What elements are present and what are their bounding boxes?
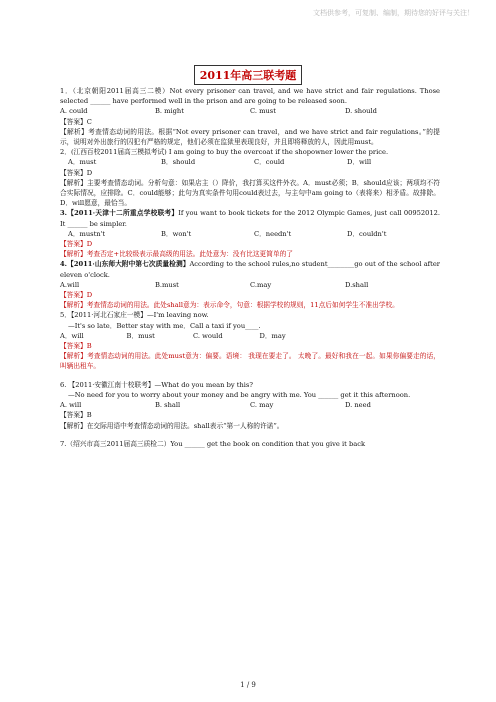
- q4-option-a: A.will: [60, 280, 80, 289]
- page-number: 1 / 9: [240, 681, 256, 689]
- q2-option-b: B．should: [161, 158, 196, 167]
- q3-analysis: 【解析】考查否定+比较级表示最高级的用法。此处意为：没有比这更简单的了: [60, 250, 293, 259]
- q3-option-d: D．couldn't: [347, 229, 387, 238]
- q1-stem: 1．（北京朝阳2011届高三二模）Not every prisoner can travel, and we have strict and fair regulations. Those selected ______ have performed well in the prison and are going to be released soon.: [60, 87, 440, 106]
- q4-answer: 【答案】D: [60, 291, 93, 300]
- q4-stem: [60, 259, 440, 279]
- q1-analysis: 【解析】考查情态动词的用法。根据“Not every prisoner can travel，and we have strict and fair regulations。”的提示，说明对外出旅行的囚犯有严格的规定，他们必须在监狱里表现良好，并且即将释放的人，因此用must。: [60, 127, 440, 147]
- q3-options: [60, 229, 440, 239]
- q1-options: [60, 106, 440, 116]
- q1-answer: 【答案】C: [60, 117, 92, 126]
- q7-stem: 7.（绍兴市高三2011届高三质检二）You ______ get the book on condition that you give it back: [60, 439, 366, 448]
- q4-option-b: B.must: [155, 280, 179, 289]
- spacer: [60, 372, 440, 380]
- q4-options: [60, 280, 440, 290]
- q3-option-a: A．mustn't: [68, 229, 106, 238]
- q1-option-c: C. must: [250, 107, 276, 116]
- q5-option-a: A．will: [60, 331, 84, 340]
- q3-text: If you want to book tickets for the 2012 Olympic Games, just call 00952012. It ______ be simpler.: [60, 209, 440, 228]
- document-title: 2011年高三联考题: [194, 65, 303, 85]
- q3-stem: [60, 208, 440, 228]
- q2-answer: 【答案】D: [60, 168, 93, 177]
- q5-options: [60, 331, 326, 341]
- q5-source: 5．【2011·河北石家庄一模】: [60, 311, 147, 320]
- q1-option-d: D. should: [345, 107, 377, 116]
- q1-option-a: A. could: [60, 107, 88, 116]
- q4-option-d: D.shall: [345, 280, 369, 289]
- spacer: [60, 431, 440, 439]
- q6-line2: —No need for you to worry about your money and be angry with me. You ______ get it this afternoon.: [68, 390, 411, 399]
- q6-option-c: C. may: [250, 401, 274, 410]
- q2-option-c: C．could: [254, 158, 285, 167]
- q6-text: —What do you mean by this?: [154, 380, 253, 389]
- q6-analysis: 【解析】在交际用语中考查情态动词的用法。shall表示“第一人称的许诺”。: [60, 421, 284, 430]
- q2-options: [60, 157, 440, 167]
- q6-answer: 【答案】B: [60, 411, 92, 420]
- q5-option-b: B．must: [126, 331, 155, 340]
- q3-option-c: C．needn't: [254, 229, 292, 238]
- q6-option-d: D. need: [345, 401, 371, 410]
- q6-options: [60, 400, 440, 410]
- q6-stem: [60, 380, 440, 390]
- q5-option-c: C. would: [193, 331, 223, 340]
- q4-source: 4.【2011·山东师大附中第七次质量检测】: [60, 260, 190, 269]
- q3-answer: 【答案】D: [60, 240, 93, 249]
- q1-option-b: B. might: [155, 107, 184, 116]
- q5-line2: —It's so late．Better stay with me．Call a taxi if you____.: [68, 321, 261, 330]
- q5-answer: 【答案】B: [60, 342, 92, 351]
- q3-option-b: B．won't: [161, 229, 192, 238]
- q4-option-c: C.may: [250, 280, 272, 289]
- q2-analysis: 【解析】主要考查情态动词。分析句意：如果店主（）降价，我打算买这件外衣。A．must必须；B．should应该；两项均不符合实际情况，应排除。C．could能够；此句为真实条件句用could表过去，与主句中am going to（表将来）相矛盾。故排除。D．will愿意，最恰当。: [60, 178, 440, 208]
- q5-text: —I'm leaving now.: [146, 311, 209, 320]
- q5-option-d: D．may: [259, 331, 286, 340]
- q2-option-d: D．will: [347, 158, 372, 167]
- q2-option-a: A．must: [68, 158, 97, 167]
- q6-option-b: B. shall: [155, 401, 181, 410]
- q2-stem: 2．(江西百校2011届高三模拟考试) I am going to buy the overcoat if the shopowner lower the price.: [60, 148, 389, 157]
- q6-option-a: A. will: [60, 401, 82, 410]
- document-body: [60, 86, 440, 449]
- q5-stem: [60, 310, 440, 320]
- q5-analysis: 【解析】考查情态动词的用法。此处must意为：偏要。语境： 我现在要走了。 太晚了。最好和我在一起。如果你偏要走的话，叫辆出租车。: [60, 352, 440, 371]
- q6-source: 6. 【2011·安徽江南十校联考】: [60, 380, 155, 389]
- header-watermark: 文档供参考，可复制、编制，期待您的好评与关注！: [313, 9, 474, 17]
- q4-analysis: 【解析】考查情态动词的用法。此处shall意为：表示命令，句意：根据学校的规则，11点后如何学生不准出学校。: [60, 301, 399, 310]
- q3-source: 3.【2011·天津十二所重点学校联考】: [60, 209, 179, 218]
- q4-text: According to the school rules,no student________go out of the school after eleven o'clock.: [60, 260, 441, 279]
- title-container: [0, 64, 496, 85]
